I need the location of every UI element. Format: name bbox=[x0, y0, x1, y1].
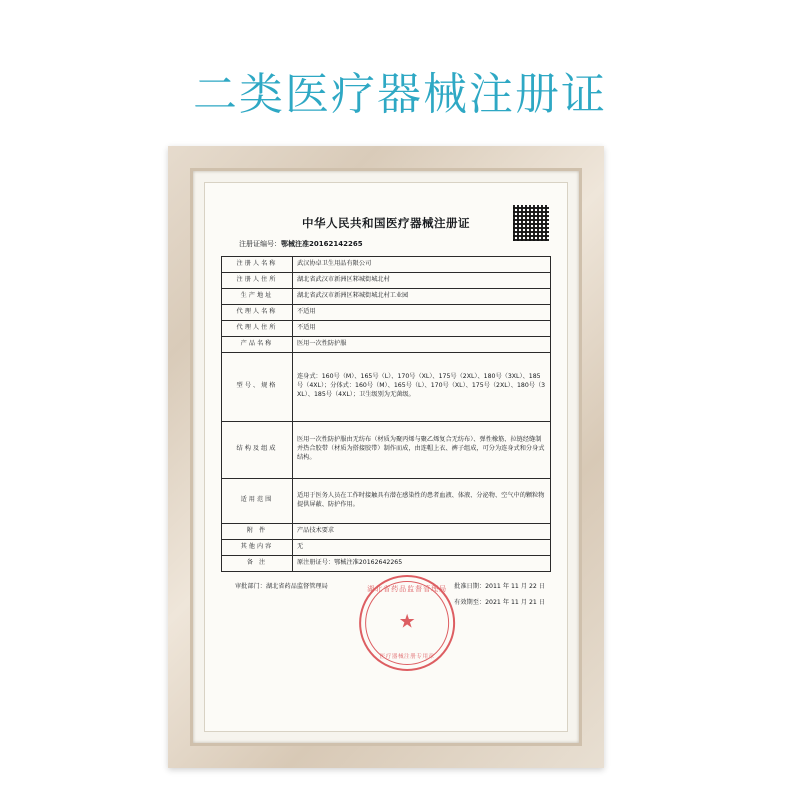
registration-number-value: 鄂械注准20162142265 bbox=[281, 240, 363, 248]
registration-number-line bbox=[239, 239, 551, 249]
approver-line bbox=[235, 581, 328, 590]
certificate-table bbox=[221, 256, 551, 572]
certificate-title: 中华人民共和国医疗器械注册证 bbox=[302, 216, 470, 230]
row-value: 湖北省武汉市新洲区邾城街城北村工业园 bbox=[293, 288, 551, 304]
official-seal bbox=[359, 575, 455, 671]
seal-bottom-text: 医疗器械注册专用章 bbox=[379, 653, 435, 660]
row-value: 武汉协卓卫生用品有限公司 bbox=[293, 257, 551, 273]
row-value: 不适用 bbox=[293, 304, 551, 320]
row-label: 注册人住所 bbox=[222, 272, 293, 288]
certificate-footer bbox=[221, 581, 551, 660]
row-value: 不适用 bbox=[293, 320, 551, 336]
row-label: 型号、规格 bbox=[222, 352, 293, 421]
row-value: 医用一次性防护服 bbox=[293, 336, 551, 352]
qr-code-icon bbox=[513, 205, 549, 241]
table-row bbox=[222, 555, 551, 571]
row-label: 其他内容 bbox=[222, 539, 293, 555]
approver-value: 湖北省药品监督管理局 bbox=[265, 582, 328, 590]
table-row bbox=[222, 352, 551, 421]
row-label: 注册人名称 bbox=[222, 257, 293, 273]
photo-frame bbox=[168, 146, 604, 768]
issue-date: 批准日期：2011 年 11 月 22 日 bbox=[454, 582, 545, 590]
approver-label: 审批部门： bbox=[235, 582, 266, 590]
row-value: 无 bbox=[293, 539, 551, 555]
row-label: 产品名称 bbox=[222, 336, 293, 352]
row-value: 湖北省武汉市新洲区邾城街城北村 bbox=[293, 272, 551, 288]
row-value: 医用一次性防护服由无纺布（材质为聚丙烯与聚乙烯复合无纺布）、弹性橡筋、拉链经缝制并热合胶带（材质为搭接胶带）制作而成，由连帽上衣、裤子组成，可分为连身式和分身式结构。 bbox=[293, 421, 551, 478]
table-row bbox=[222, 523, 551, 539]
row-label: 附 件 bbox=[222, 523, 293, 539]
row-value: 适用于医务人员在工作时接触具有潜在感染性的患者血液、体液、分泌物、空气中的颗粒物提供屏蔽、防护作用。 bbox=[293, 478, 551, 523]
row-label: 结构及组成 bbox=[222, 421, 293, 478]
table-row bbox=[222, 288, 551, 304]
table-row bbox=[222, 272, 551, 288]
row-label: 适用范围 bbox=[222, 478, 293, 523]
table-row bbox=[222, 421, 551, 478]
star-icon: ★ bbox=[398, 610, 416, 633]
row-label: 代理人名称 bbox=[222, 304, 293, 320]
seal-top-text: 湖北省药品监督管理局 bbox=[367, 584, 448, 593]
table-row bbox=[222, 320, 551, 336]
table-row bbox=[222, 257, 551, 273]
page-title: 二类医疗器械注册证 bbox=[193, 69, 607, 120]
row-label: 备 注 bbox=[222, 555, 293, 571]
table-row bbox=[222, 336, 551, 352]
frame-mat bbox=[193, 171, 579, 743]
registration-number-label: 注册证编号： bbox=[239, 240, 281, 248]
certificate-document bbox=[221, 201, 551, 717]
certificate-paper bbox=[204, 182, 568, 732]
row-value: 连身式：160号（M）、165号（L）、170号（XL）、175号（2XL）、180号（3XL）、185号（4XL）；分体式：160号（M）、165号（L）、170号（XL）、175号（2XL）、180号（3XL）、185号（4XL）；卫生级别为无菌级。 bbox=[293, 352, 551, 421]
row-value: 产品技术要求 bbox=[293, 523, 551, 539]
table-row bbox=[222, 539, 551, 555]
row-value: 原注册证号：鄂械注准20162642265 bbox=[293, 555, 551, 571]
table-row bbox=[222, 304, 551, 320]
row-label: 代理人住所 bbox=[222, 320, 293, 336]
table-row bbox=[222, 478, 551, 523]
valid-date: 有效期至：2021 年 11 月 21 日 bbox=[454, 598, 545, 606]
row-label: 生产地址 bbox=[222, 288, 293, 304]
